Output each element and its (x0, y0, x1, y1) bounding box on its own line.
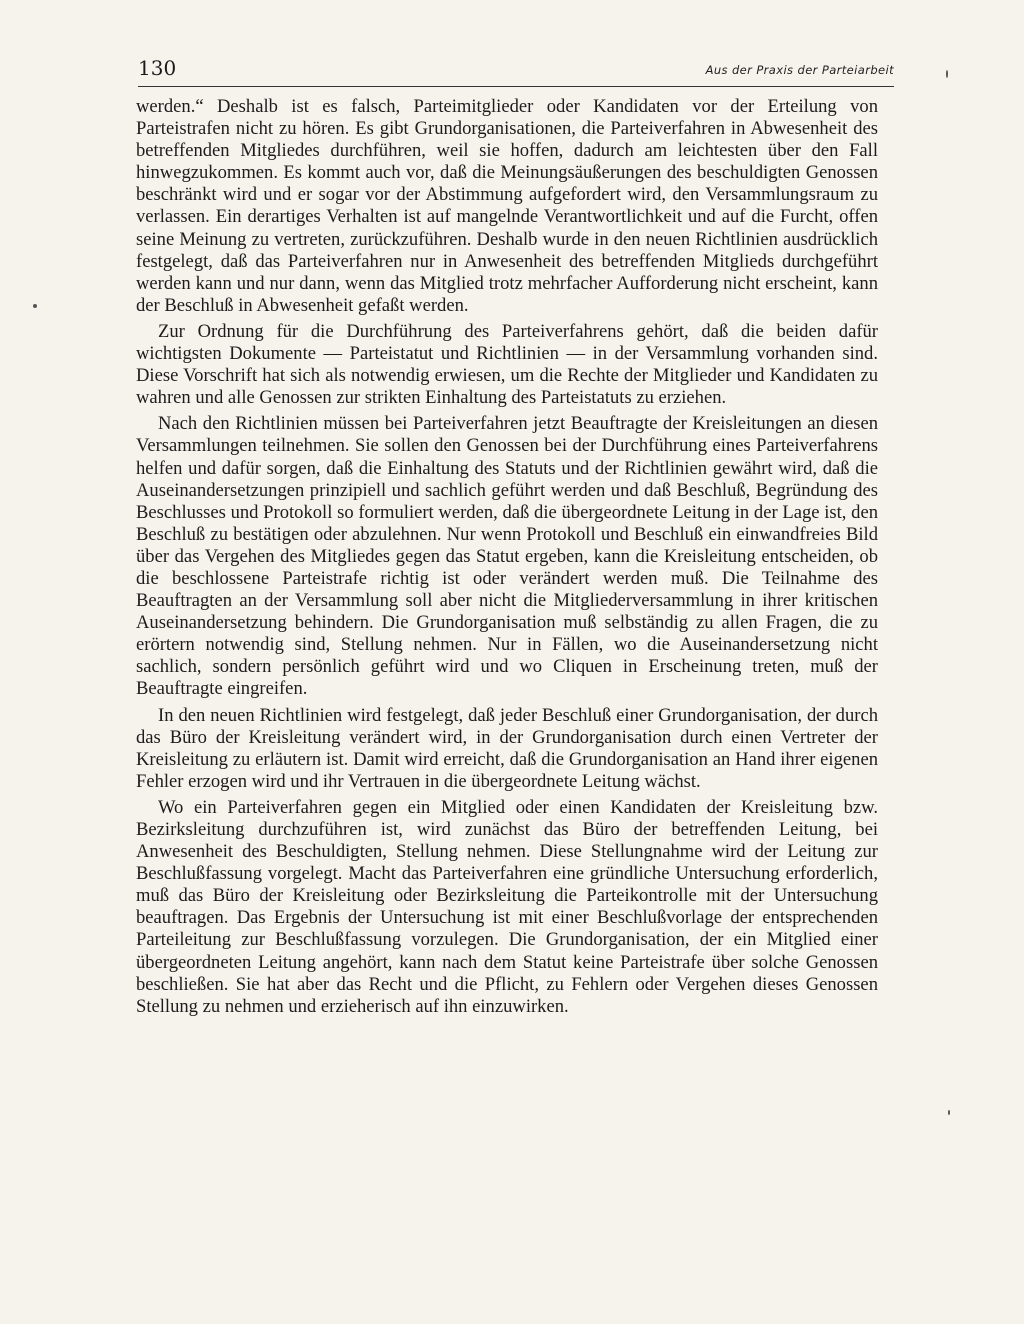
paragraph-4: In den neuen Richtlinien wird festgelegt, daß jeder Beschluß einer Grundorganisation, der durch das Büro der Kreisleitung verändert wird, in der Grundorganisation durch einen Vertreter der Kreisleitung zu erläutern ist. Damit wird erreicht, daß die Grundorganisation an Hand ihrer eigenen Fehler erzogen wird und ihr Vertrauen in die übergeordnete Leitung wächst. (136, 704, 878, 792)
scan-speck (946, 70, 948, 78)
page-number: 130 (138, 56, 177, 80)
scan-speck (948, 1110, 950, 1115)
running-title: Aus der Praxis der Parteiarbeit (705, 63, 894, 77)
paragraph-3: Nach den Richtlinien müssen bei Parteiverfahren jetzt Beauftragte der Kreisleitungen an diesen Versammlungen teilnehmen. Sie sollen den Genossen bei der Durchführung eines Parteiverfahrens helfen und dafür sorgen, daß die Einhaltung des Statuts und der Richtlinien gewährt wird, daß die Auseinandersetzungen prinzipiell und sachlich geführt werden und daß Beschluß, Begründung des Beschlusses und Protokoll so formuliert werden, daß die übergeordnete Leitung in der Lage ist, den Beschluß zu bestätigen oder abzulehnen. Nur wenn Protokoll und Beschluß ein einwandfreies Bild über das Vergehen des Mitgliedes gegen das Statut ergeben, kann die Kreisleitung entscheiden, ob die beschlossene Parteistrafe richtig ist oder verändert werden muß. Die Teilnahme des Beauftragten an der Versammlung soll aber nicht die Mitgliederversammlung in ihrer kritischen Auseinandersetzung behindern. Die Grundorganisation muß selbständig zu allen Fragen, die zu erörtern notwendig sind, Stellung nehmen. Nur in Fällen, wo die Auseinandersetzung nicht sachlich, sondern persönlich geführt wird und wo Cliquen in Erscheinung treten, muß der Beauftragte eingreifen. (136, 413, 878, 700)
paragraph-5: Wo ein Parteiverfahren gegen ein Mitglied oder einen Kandidaten der Kreisleitung bzw. Bezirksleitung durchzuführen ist, wird zunächst das Büro der betreffenden Leitung, bei Anwesenheit des Beschuldigten, Stellung nehmen. Diese Stellungnahme wird der Leitung zur Beschlußfassung vorgelegt. Macht das Parteiverfahren eine gründliche Untersuchung erforderlich, muß das Büro der Kreisleitung oder Bezirksleitung die Parteikontrolle mit der Untersuchung beauftragen. Das Ergebnis der Untersuchung ist mit einer Beschlußvorlage der entsprechenden Parteileitung zur Beschlußfassung vorzulegen. Die Grundorganisation, der ein Mitglied einer übergeordneten Leitung angehört, kann nach dem Statut keine Parteistrafe über solche Genossen beschließen. Sie hat aber das Recht und die Pflicht, zu Fehlern oder Vergehen dieses Genossen Stellung zu nehmen und erzieherisch auf ihn einzuwirken. (136, 796, 878, 1017)
paragraph-2: Zur Ordnung für die Durchführung des Parteiverfahrens gehört, daß die beiden dafür wichtigsten Dokumente — Parteistatut und Richtlinien — in der Versammlung vorhanden sind. Diese Vorschrift hat sich als notwendig erwiesen, um die Rechte der Mitglieder und Kandidaten zu wahren und alle Genossen zur strikten Einhaltung des Parteistatuts zu erziehen. (136, 320, 878, 409)
page-header (138, 56, 894, 87)
body-text (136, 96, 878, 1022)
paragraph-1: werden.“ Deshalb ist es falsch, Parteimitglieder oder Kandidaten vor der Erteilung von Parteistrafen nicht zu hören. Es gibt Grundorganisationen, die Parteiverfahren in Abwesenheit des betreffenden Mitgliedes durchführen, weil sie hoffen, dadurch am leichtesten über den Fall hinwegzukommen. Es kommt auch vor, daß die Meinungsäußerungen des beschuldigten Genossen beschränkt wird und er sogar vor der Abstimmung aufgefordert wird, den Versammlungsraum zu verlassen. Ein derartiges Verhalten ist auf mangelnde Verantwortlichkeit und auf die Furcht, offen seine Meinung zu vertreten, zurückzuführen. Deshalb wurde in den neuen Richtlinien ausdrücklich festgelegt, daß das Parteiverfahren nur in Anwesenheit des betreffenden Mitglieds durchgeführt werden kann und nur dann, wenn das Mitglied trotz mehrfacher Aufforderung nicht erscheint, kann der Beschluß in Abwesenheit gefaßt werden. (136, 96, 878, 316)
scan-speck (33, 304, 37, 308)
